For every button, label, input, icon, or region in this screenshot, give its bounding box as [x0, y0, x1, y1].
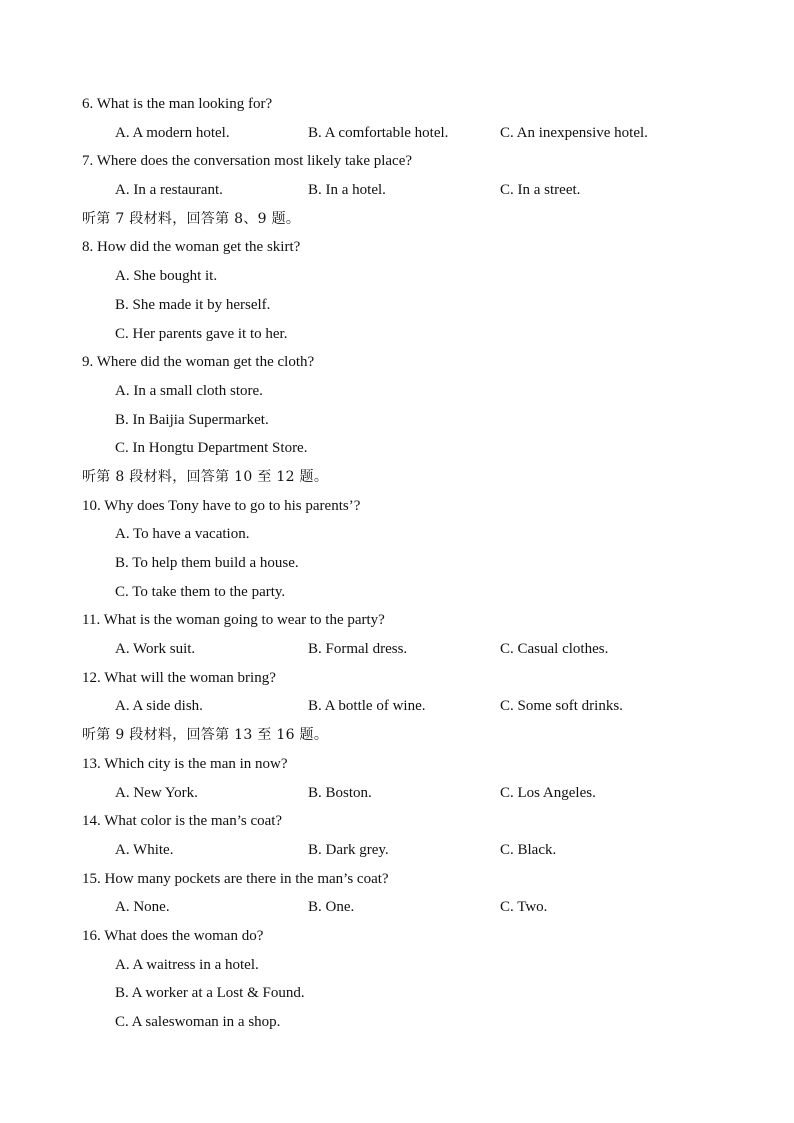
question-text: 13. Which city is the man in now? [82, 755, 288, 772]
question-text: 16. What does the woman do? [82, 927, 264, 944]
question-text: 6. What is the man looking for? [82, 96, 273, 112]
answer-option: B. Boston. [308, 784, 372, 801]
question-text: 12. What will the woman bring? [82, 669, 276, 686]
answer-option: B. In a hotel. [308, 182, 386, 199]
answer-option: B. One. [308, 899, 355, 916]
answer-option: C. Some soft drinks. [500, 698, 623, 715]
answer-options-row [82, 779, 722, 808]
answer-option: A. A modern hotel. [115, 124, 230, 141]
answer-options-row [82, 836, 722, 865]
listening-questions [82, 90, 722, 1037]
answer-option: A. She bought it. [115, 268, 218, 285]
answer-options-row [82, 692, 722, 721]
question-text: 15. How many pockets are there in the man’s coat? [82, 870, 389, 887]
answer-option: C. Casual clothes. [500, 641, 609, 658]
answer-option: C. An inexpensive hotel. [500, 124, 648, 141]
answer-options-row [82, 635, 722, 664]
answer-option: A. A waitress in a hotel. [115, 956, 259, 973]
question-text: 10. Why does Tony have to go to his parents’? [82, 497, 361, 514]
answer-option: B. Formal dress. [308, 641, 408, 658]
answer-options-row [82, 176, 722, 205]
answer-option: B. Dark grey. [308, 841, 389, 858]
answer-option: C. Her parents gave it to her. [115, 325, 288, 342]
answer-option: C. In a street. [500, 182, 581, 199]
answer-option: B. A comfortable hotel. [308, 124, 449, 141]
answer-option: A. In a restaurant. [115, 182, 223, 199]
answer-option: A. A side dish. [115, 698, 203, 715]
answer-option: C. Los Angeles. [500, 784, 596, 801]
answer-options-row [82, 119, 722, 148]
answer-option: B. A bottle of wine. [308, 698, 426, 715]
answer-option: A. White. [115, 841, 174, 858]
question-text: 8. How did the woman get the skirt? [82, 239, 301, 256]
question-text: 14. What color is the man’s coat? [82, 813, 283, 830]
answer-option: C. Two. [500, 899, 548, 916]
answer-option: C. A saleswoman in a shop. [115, 1014, 281, 1030]
answer-options-row [82, 893, 722, 922]
section-heading: 听第 8 段材料，回答第 10 至 12 题。 [82, 468, 329, 485]
question-text: 11. What is the woman going to wear to the party? [82, 612, 385, 629]
answer-option: C. To take them to the party. [115, 583, 286, 600]
answer-option: B. To help them build a house. [115, 555, 299, 571]
section-heading: 听第 9 段材料，回答第 13 至 16 题。 [82, 727, 329, 744]
answer-option: C. In Hongtu Department Store. [115, 440, 308, 457]
answer-option: B. A worker at a Lost & Found. [115, 985, 305, 1002]
answer-option: A. Work suit. [115, 641, 196, 658]
answer-option: C. Black. [500, 841, 557, 858]
answer-option: B. In Baijia Supermarket. [115, 411, 269, 428]
answer-option: A. In a small cloth store. [115, 382, 263, 399]
question-text: 9. Where did the woman get the cloth? [82, 354, 315, 371]
answer-option: A. New York. [115, 784, 198, 801]
answer-option: A. To have a vacation. [115, 526, 250, 543]
answer-option: A. None. [115, 899, 170, 916]
answer-option: B. She made it by herself. [115, 296, 271, 313]
question-text: 7. Where does the conversation most likely take place? [82, 153, 413, 170]
section-heading: 听第 7 段材料，回答第 8、9 题。 [82, 210, 301, 227]
